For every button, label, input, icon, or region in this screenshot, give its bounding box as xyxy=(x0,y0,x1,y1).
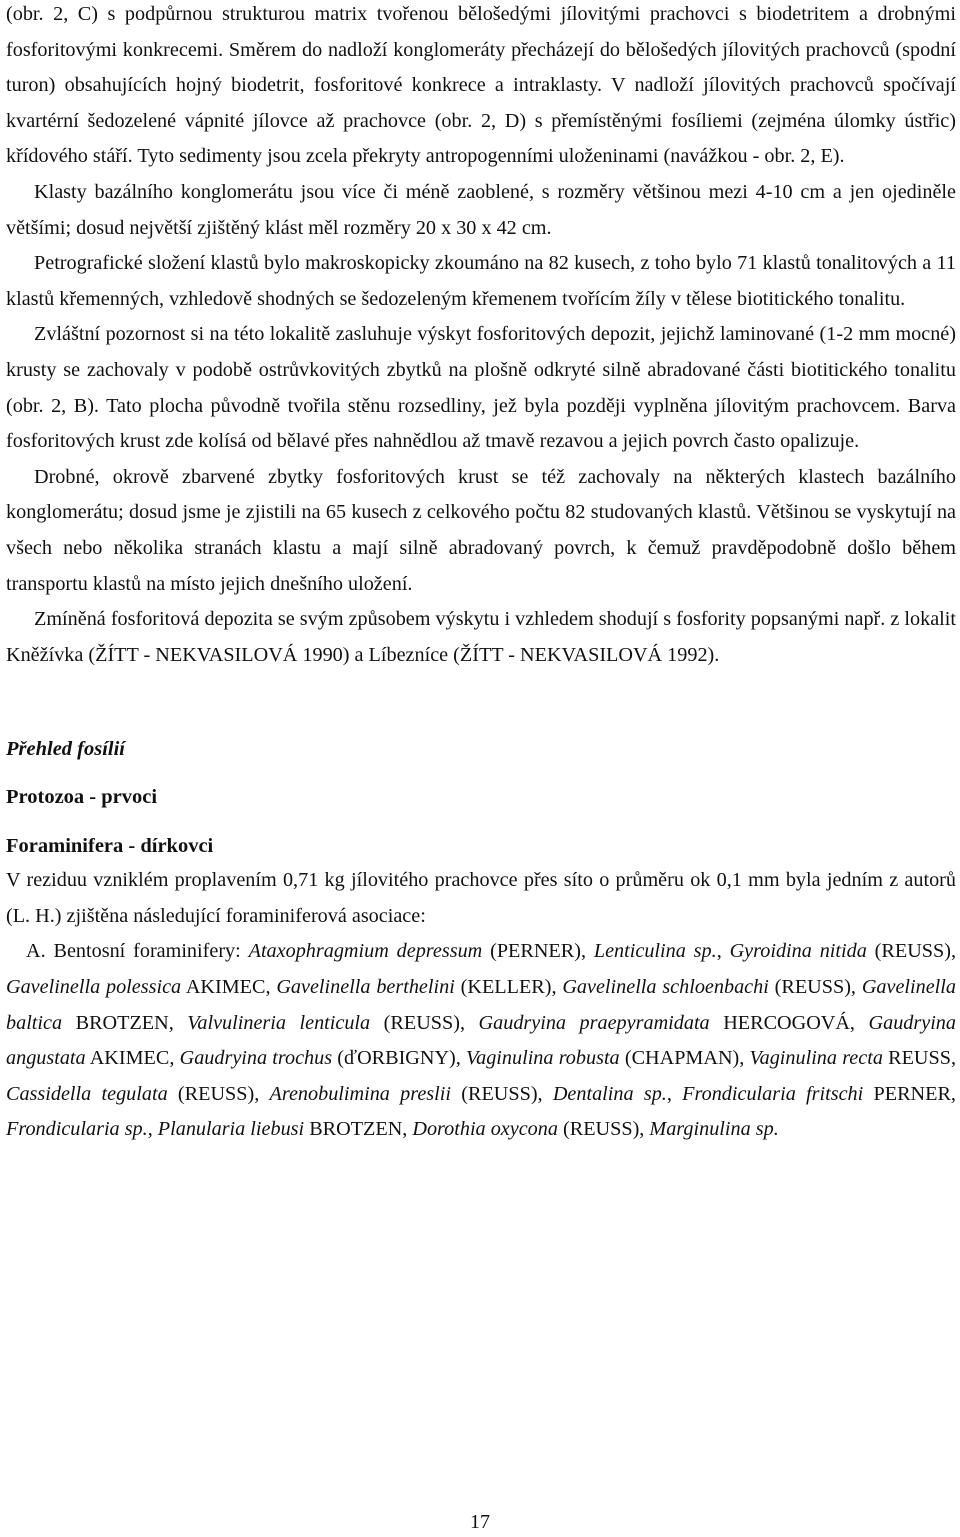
taxon-name: Gavelinella baltica xyxy=(6,976,956,1034)
taxon-author: BROTZEN, xyxy=(62,1011,188,1034)
taxon-name: Cassidella tegulata xyxy=(6,1082,168,1105)
taxon-author: , xyxy=(716,940,730,963)
taxon-author: (REUSS), xyxy=(451,1082,553,1105)
paragraph-comparison: Zmíněná fosforitová depozita se svým způsobem výskytu i vzhledem shodují s fosfority popsanými např. z lokalit Kněžívka (ŽÍTT - NEKVASILOVÁ 1990) a Líbezníce (ŽÍTT - NEKVASILOVÁ 1992). xyxy=(6,608,956,666)
taxon-author: AKIMEC, xyxy=(85,1047,180,1070)
taxon-name: Vaginulina recta xyxy=(749,1047,883,1070)
taxon-author: (ďORBIGNY), xyxy=(332,1047,467,1070)
taxon-name: Marginulina sp. xyxy=(649,1118,779,1141)
taxon-name: Vaginulina robusta xyxy=(466,1047,620,1070)
document-page xyxy=(6,0,956,1148)
taxon-name: Gavelinella polessica xyxy=(6,976,182,999)
taxon-name: Gaudryina trochus xyxy=(179,1047,333,1070)
taxon-author: (CHAPMAN), xyxy=(619,1047,750,1070)
taxon-name: Gaudryina praepyramidata xyxy=(478,1011,710,1034)
paragraph-phosphorite-deposits: Zvláštní pozornost si na této lokalitě zasluhuje výskyt fosforitových depozit, jejichž laminované (1-2 mm mocné) krusty se zachovaly v podobě ostrůvkovitých zbytků na plošně odkryté silně abradované části biotitického tonalitu (obr. 2, B). Tato plocha původně tvořila stěnu rozsedliny, jež byla později vyplněna jílovitým prachovcem. Barva fosforitových krust zde kolísá od bělavé přes nahnědlou až tmavě rezavou a jejich povrch často opalizuje. xyxy=(6,323,956,453)
taxon-author: (REUSS), xyxy=(370,1011,479,1034)
taxon-author: AKIMEC, xyxy=(181,976,277,999)
taxon-author: , xyxy=(147,1118,158,1141)
paragraph-clasts: Klasty bazálního konglomerátu jsou více či méně zaoblené, s rozměry většinou mezi 4-10 cm a jen ojediněle většími; dosud největší zjištěný klást měl rozměry 20 x 30 x 42 cm. xyxy=(6,180,956,239)
taxon-name: Dentalina sp. xyxy=(552,1082,667,1105)
taxon-name: Gavelinella schloenbachi xyxy=(562,976,769,999)
section-spacer xyxy=(6,673,956,735)
taxa-list xyxy=(6,940,956,1140)
taxon-name: Ataxophragmium depressum xyxy=(248,940,483,963)
page-number: 17 xyxy=(470,1511,490,1533)
taxon-name: Dorothia oxycona xyxy=(412,1118,558,1141)
fossil-list-prefix: A. Bentosní foraminifery: xyxy=(26,940,249,963)
heading-spacer xyxy=(6,811,956,832)
taxon-name: Frondicularia sp. xyxy=(6,1118,148,1141)
taxon-author: (REUSS), xyxy=(768,976,862,999)
taxon-author: (PERNER), xyxy=(482,940,594,963)
heading-spacer xyxy=(6,763,956,783)
section-title: Přehled fosílií xyxy=(6,738,126,761)
taxon-name: Frondicularia fritschi xyxy=(682,1082,864,1105)
subheading-foraminifera: Foraminifera - dírkovci xyxy=(6,835,214,858)
taxon-author: (REUSS), xyxy=(167,1082,270,1105)
paragraph-residue: V reziduu vzniklém proplavením 0,71 kg jílovitého prachovce přes síto o průměru ok 0,1 mm byla jedním z autorů (L. H.) zjištěna následující foraminiferová asociace: xyxy=(6,869,956,927)
taxon-name: Planularia liebusi xyxy=(157,1118,305,1141)
taxon-author: PERNER, xyxy=(863,1082,956,1105)
paragraph-petrography: Petrografické složení klastů bylo makroskopicky zkoumáno na 82 kusech, z toho bylo 71 klastů tonalitových a 11 klastů křemenných, vzhledově shodných se šedozeleným křemenem tvořícím žíly v tělese biotitického tonalitu. xyxy=(6,252,956,310)
taxon-name: Gyroidina nitida xyxy=(729,940,867,963)
paragraph-continuation: (obr. 2, C) s podpůrnou strukturou matrix tvořenou bělošedými jílovitými prachovci s biodetritem a drobnými fosforitovými konkrecemi. Směrem do nadloží konglomeráty přecházejí do bělošedých jílovitých prachovců (spodní turon) obsahujících hojný biodetrit, fosforitové konkrece a intraklasty. V nadloží jílovitých prachovců spočívají kvartérní šedozelené vápnité jílovce až prachovce (obr. 2, D) s přemístěnými fosíliemi (zejména úlomky ústřic) křídového stáří. Tyto sedimenty jsou zcela překryty antropogenními uloženinami (navážkou - obr. 2, E). xyxy=(6,3,956,168)
taxon-author: (KELLER), xyxy=(454,976,563,999)
subheading-protozoa: Protozoa - prvoci xyxy=(6,786,158,809)
taxon-name: Lenticulina sp. xyxy=(593,940,717,963)
taxon-author: (REUSS), xyxy=(866,940,956,963)
paragraph-phosphorite-crusts: Drobné, okrově zbarvené zbytky fosforitových krust se též zachovaly na některých klastech bazálního konglomerátu; dosud jsme je zjistili na 65 kusech z celkového počtu 82 studovaných klastů. Většinou se vyskytují na všech nebo několika stranách klastu a mají silně abradovaný povrch, k čemuž pravděpodobně došlo během transportu klastů na místo jejich dnešního uložení. xyxy=(6,465,956,595)
taxon-name: Gavelinella berthelini xyxy=(276,976,455,999)
taxon-name: Arenobulimina preslii xyxy=(269,1082,451,1105)
fossil-list xyxy=(6,934,956,1148)
taxon-author: HERCOGOVÁ, xyxy=(709,1011,869,1034)
taxon-author: REUSS, xyxy=(882,1047,957,1070)
taxon-name: Valvulineria lenticula xyxy=(187,1011,371,1034)
taxon-name: Gaudryina angustata xyxy=(6,1011,956,1070)
taxon-author: , xyxy=(666,1082,683,1105)
taxon-author: BROTZEN, xyxy=(304,1118,413,1141)
taxon-author: (REUSS), xyxy=(557,1118,650,1141)
